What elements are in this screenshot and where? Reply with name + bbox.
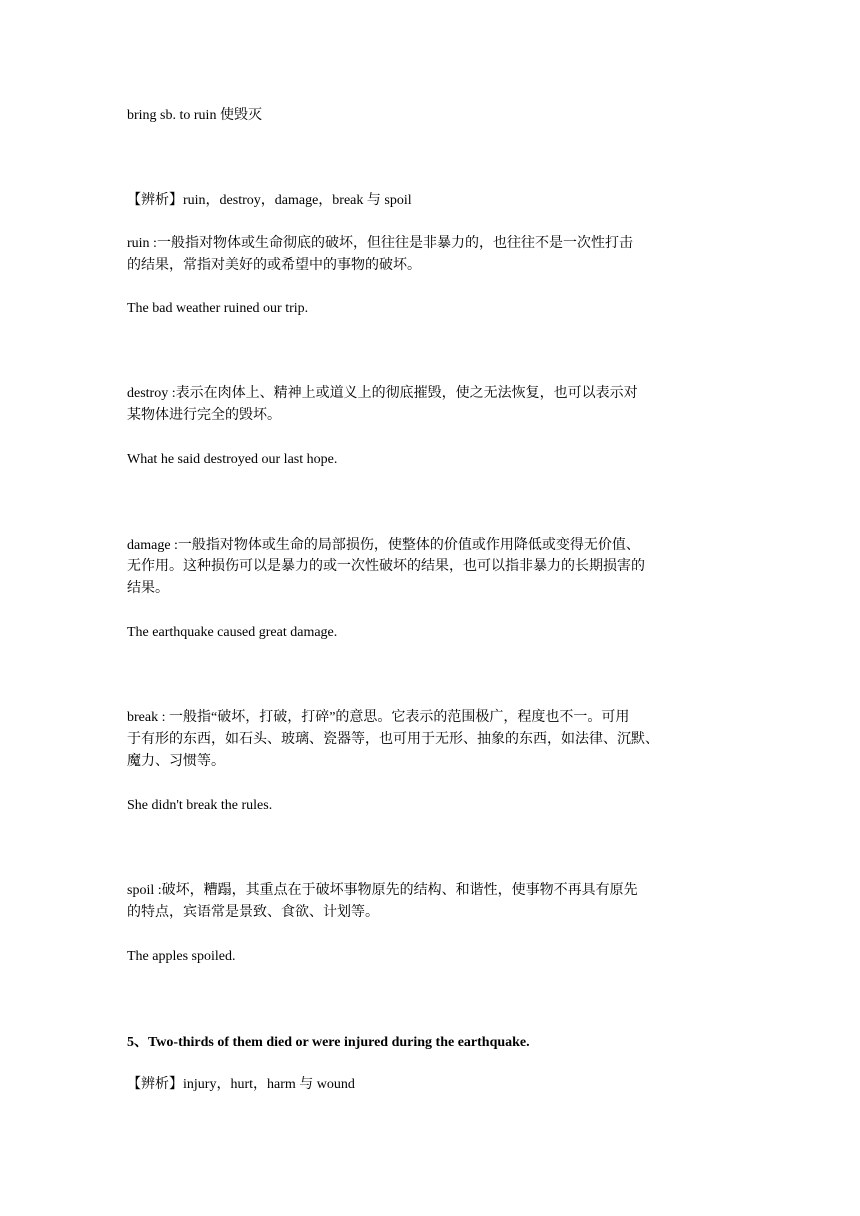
destroy-example: What he said destroyed our last hope.: [127, 452, 338, 467]
sentence-5-heading: 5、Two-thirds of them died or were injured during the earthquake.: [127, 1035, 530, 1050]
ruin-example: The bad weather ruined our trip.: [127, 301, 309, 316]
break-definition-line-2: 于有形的东西，如石头、玻璃、瓷器等，也可用于无形、抽象的东西，如法律、沉默、: [127, 732, 659, 747]
damage-definition-line-1: damage :一般指对物体或生命的局部损伤，使整体的价值或作用降低或变得无价值、: [127, 538, 640, 553]
analysis-heading: 【辨析】ruin，destroy，damage，break 与 spoil: [127, 193, 412, 208]
phrase-line: bring sb. to ruin 使毁灭: [127, 108, 262, 123]
break-definition-line-1: break : 一般指“破坏，打破，打碎”的意思。它表示的范围极广，程度也不一。可用: [127, 710, 630, 725]
spoil-example: The apples spoiled.: [127, 949, 236, 964]
destroy-definition-line-1: destroy :表示在肉体上、精神上或道义上的彻底摧毁，使之无法恢复，也可以表示对: [127, 386, 638, 401]
spoil-definition-line-1: spoil :破坏，糟蹋，其重点在于破坏事物原先的结构、和谐性，使事物不再具有原先: [127, 883, 638, 898]
break-example: She didn't break the rules.: [127, 798, 273, 813]
damage-definition-line-3: 结果。: [127, 581, 169, 596]
damage-example: The earthquake caused great damage.: [127, 625, 338, 640]
analysis-heading-2: 【辨析】injury，hurt，harm 与 wound: [127, 1077, 355, 1092]
ruin-definition-line-2: 的结果，常指对美好的或希望中的事物的破坏。: [127, 258, 421, 273]
destroy-definition-line-2: 某物体进行完全的毁坏。: [127, 408, 281, 423]
break-definition-line-3: 魔力、习惯等。: [127, 754, 225, 769]
damage-definition-line-2: 无作用。这种损伤可以是暴力的或一次性破坏的结果，也可以指非暴力的长期损害的: [127, 559, 645, 574]
ruin-definition-line-1: ruin :一般指对物体或生命彻底的破坏，但往往是非暴力的，也往往不是一次性打击: [127, 236, 633, 251]
spoil-definition-line-2: 的特点，宾语常是景致、食欲、计划等。: [127, 905, 379, 920]
